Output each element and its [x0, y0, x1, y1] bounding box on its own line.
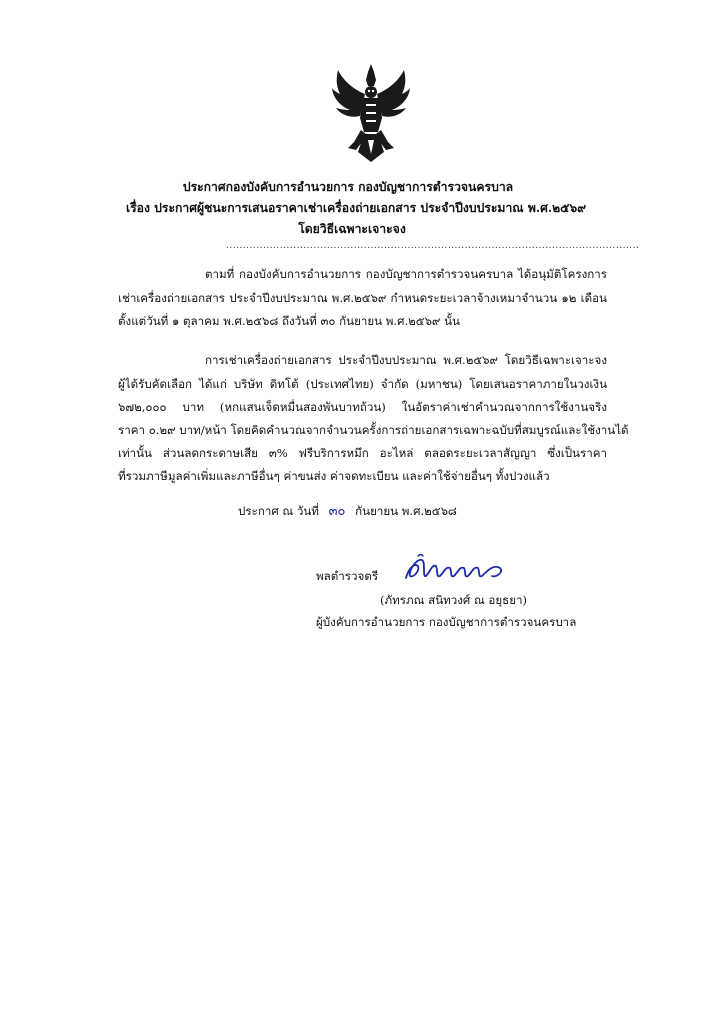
dateline-day: ๓๐: [328, 504, 346, 519]
paragraph2-line: เท่านั้น ส่วนลดกระดาษเสีย ๓% ฟรีบริการหมึก อะไหล่ ตลอดระยะเวลาสัญญา ซึ่งเป็นราคา: [118, 446, 607, 460]
paragraph2-line: ราคา ๐.๒๙ บาท/หน้า โดยคิดคำนวณจากจำนวนครั้งการถ่ายเอกสารเฉพาะฉบับที่สมบูรณ์และใช้งานได้: [118, 423, 629, 437]
dateline-prefix: ประกาศ ณ วันที่: [238, 504, 319, 518]
paragraph2-line: การเช่าเครื่องถ่ายเอกสาร ประจำปีงบประมาณ พ.ศ.๒๕๖๙ โดยวิธีเฉพาะเจาะจง: [205, 353, 607, 367]
subject-heading: เรื่อง ประกาศผู้ชนะการเสนอราคาเช่าเครื่องถ่ายเอกสาร ประจำปีงบประมาณ พ.ศ.๒๕๖๙: [125, 201, 587, 215]
paragraph2-line: ๖๗๒,๐๐๐ บาท (หกแสนเจ็ดหมื่นสองพันบาทถ้วน) ในอัตราค่าเช่าคำนวณจากการใช้งานจริง: [118, 400, 607, 414]
paragraph2-line: ผู้ได้รับคัดเลือก ได้แก่ บริษัท ดิทโต้ (ประเทศไทย) จำกัด (มหาชน) โดยเสนอราคาภายในวงเงิน: [118, 377, 607, 391]
dateline-month-year: กันยายน พ.ศ.๒๕๖๘: [355, 504, 457, 518]
method-heading: โดยวิธีเฉพาะเจาะจง: [298, 222, 406, 236]
announcement-dateline: [238, 502, 457, 521]
paragraph1-line: ตั้งแต่วันที่ ๑ ตุลาคม พ.ศ.๒๕๖๘ ถึงวันที่ ๓๐ กันยายน พ.ศ.๒๕๖๙ นั้น: [118, 314, 460, 328]
separator-dots: ...........................................................................................................................: [226, 241, 640, 251]
paragraph2-line: ที่รวมภาษีมูลค่าเพิ่มและภาษีอื่นๆ ค่าขนส่ง ค่าจดทะเบียน และค่าใช้จ่ายอื่นๆ ทั้งปวงแล้ว: [118, 469, 550, 483]
signer-name: (ภัทรภณ สนิทวงศ์ ณ อยุธยา): [380, 593, 528, 607]
signature-icon: [400, 548, 520, 588]
paragraph1-line: ตามที่ กองบังคับการอำนวยการ กองบัญชาการตำรวจนครบาล ได้อนุมัติโครงการ: [205, 267, 607, 281]
signer-rank: พลตำรวจตรี: [316, 569, 379, 583]
paragraph1-line: เช่าเครื่องถ่ายเอกสาร ประจำปีงบประมาณ พ.ศ.๒๕๖๙ กำหนดระยะเวลาจ้างเหมาจำนวน ๑๒ เดือน: [118, 291, 607, 305]
issuer-heading: ประกาศกองบังคับการอำนวยการ กองบัญชาการตำรวจนครบาล: [182, 180, 514, 194]
garuda-emblem-icon: [330, 62, 412, 164]
signer-position: ผู้บังคับการอำนวยการ กองบัญชาการตำรวจนครบาล: [316, 615, 577, 629]
